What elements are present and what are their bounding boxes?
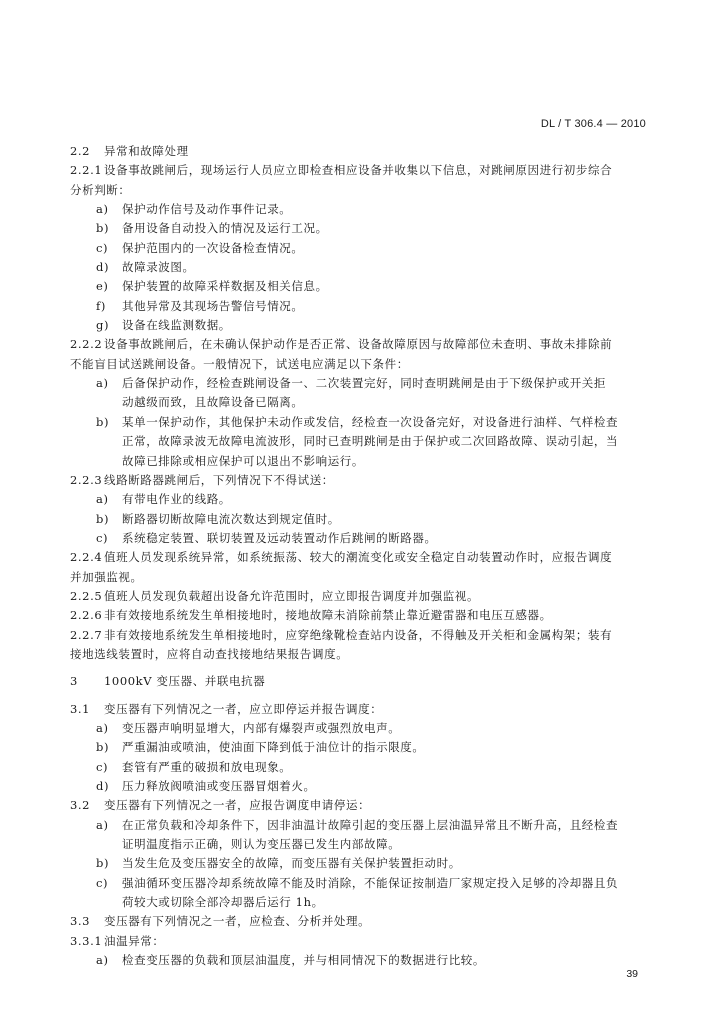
document-body [70,142,658,970]
clause-line [70,626,658,645]
list-item-line [70,374,658,393]
standard-header: DL / T 306.4 — 2010 [540,118,646,130]
line-text: 变压器有下列情况之一者，应检查、分析并处理。 [104,914,371,929]
list-marker: b) [96,414,110,429]
line-text: 设备在线监测数据。 [122,318,231,333]
list-marker: c) [96,875,109,890]
list-item-line [70,490,658,509]
clause-number: 2.2.5 [70,588,103,603]
list-item-line [70,200,658,219]
list-marker: b) [96,740,110,755]
line-text: 设备事故跳闸后，在未确认保护动作是否正常、设备故障原因与故障部位未查明、事故未排除前 [104,337,613,352]
list-item-line [70,219,658,238]
clause-line [70,700,658,719]
continuation-line [70,452,658,471]
list-marker: d) [96,779,110,793]
clause-line [70,142,658,161]
list-item-line [70,738,658,757]
line-text: 线路断路器跳闸后，下列情况下不得试送： [104,472,334,487]
line-text: 严重漏油或喷油，使油面下降到低于油位计的指示限度。 [122,740,425,755]
line-text: 故障录波图。 [122,260,195,275]
list-item-line [70,510,658,529]
line-text: 备用设备自动投入的情况及运行工况。 [122,221,328,236]
line-text: 非有效接地系统发生单相接地时，应穿绝缘靴检查站内设备，不得触及开关柜和金属构架；装有 [104,627,613,642]
line-text: 荷较大或切除全部冷却器后运行 1h。 [122,895,324,910]
line-text: 接地选线装置时，应将自动查找接地结果报告调度。 [70,646,349,661]
list-item-line [70,816,658,835]
clause-number: 2.2.4 [70,550,103,565]
line-text: 当发生危及变压器安全的故障，而变压器有关保护装置拒动时。 [122,856,461,871]
continuation-line [70,393,658,412]
continuation-line [70,645,658,664]
list-marker: a) [96,492,109,507]
line-text: 断路器切断故障电流次数达到规定值时。 [122,511,340,526]
list-marker: c) [96,759,109,774]
clause-line [70,335,658,354]
clause-number: 3 [70,674,78,689]
list-marker: e) [96,279,109,294]
clause-number: 3.1 [70,701,91,716]
line-text: 变压器声响明显增大，内部有爆裂声或强烈放电声。 [122,720,401,735]
list-item-line [70,854,658,873]
line-text: 套管有严重的破损和放电现象。 [122,759,292,774]
list-marker: g) [96,318,110,333]
line-text: 并加强监视。 [70,569,143,584]
line-text: 保护动作信号及动作事件记录。 [122,202,292,217]
section-gap [70,664,658,672]
list-item-line [70,777,658,796]
line-text: 变压器有下列情况之一者，应报告调度申请停运： [104,798,371,813]
clause-number: 3.2 [70,798,91,813]
clause-line [70,587,658,606]
line-text: 强油循环变压器冷却系统故障不能及时消除，不能保证按制造厂家规定投入足够的冷却器且负 [122,875,619,890]
list-item-line [70,316,658,335]
list-item-line [70,413,658,432]
line-text: 压力释放阀喷油或变压器冒烟着火。 [122,779,316,793]
clause-line [70,796,658,815]
line-text: 故障已排除或相应保护可以退出不影响运行。 [122,453,364,468]
list-marker: f) [96,298,106,313]
line-text: 后备保护动作，经检查跳闸设备一、二次装置完好，同时查明跳闸是由于下级保护或开关拒 [122,376,606,391]
clause-number: 2.2.7 [70,627,103,642]
line-text: 不能盲目试送跳闸设备。一般情况下，试送电应满足以下条件： [70,356,409,371]
continuation-line [70,181,658,200]
line-text: 1000kV 变压器、并联电抗器 [104,674,266,689]
continuation-line [70,432,658,451]
line-text: 某单一保护动作，其他保护未动作或发信，经检查一次设备完好，对设备进行油样、气样检查 [122,414,619,429]
clause-line [70,672,658,691]
line-text: 设备事故跳闸后，现场运行人员应立即检查相应设备并收集以下信息，对跳闸原因进行初步综合 [104,163,613,178]
list-marker: a) [96,376,109,391]
list-item-line [70,297,658,316]
list-marker: d) [96,260,110,275]
line-text: 值班人员发现系统异常，如系统振荡、较大的潮流变化或安全稳定自动装置动作时，应报告调度 [104,550,613,565]
list-item-line [70,277,658,296]
list-marker: b) [96,221,110,236]
continuation-line [70,835,658,854]
clause-line [70,161,658,180]
line-text: 证明温度指示正确，则认为变压器已发生内部故障。 [122,837,401,852]
line-text: 检查变压器的负载和顶层油温度，并与相同情况下的数据进行比较。 [122,953,485,968]
list-item-line [70,951,658,970]
line-text: 系统稳定装置、联切装置及远动装置动作后跳闸的断路器。 [122,530,437,545]
list-item-line [70,239,658,258]
line-text: 异常和故障处理 [104,144,189,158]
list-marker: b) [96,856,110,871]
line-text: 动越级而致，且故障设备已隔离。 [122,395,304,410]
list-item-line [70,874,658,893]
clause-line [70,606,658,625]
clause-line [70,912,658,931]
clause-line [70,471,658,490]
clause-number: 3.3 [70,914,91,929]
clause-number: 2.2.1 [70,163,103,178]
page-number: 39 [626,968,638,980]
clause-number: 2.2.3 [70,472,103,487]
list-marker: a) [96,953,109,968]
line-text: 非有效接地系统发生单相接地时，接地故障未消除前禁止靠近避雷器和电压互感器。 [104,608,552,623]
line-text: 正常，故障录波无故障电流波形，同时已查明跳闸是由于保护或二次回路故障、误动引起，当 [122,434,619,449]
list-item-line [70,758,658,777]
list-marker: a) [96,817,109,832]
line-text: 值班人员发现负载超出设备允许范围时，应立即报告调度并加强监视。 [104,588,480,603]
list-item-line [70,258,658,277]
continuation-line [70,355,658,374]
clause-number: 2.2.6 [70,608,103,623]
continuation-line [70,568,658,587]
clause-line [70,548,658,567]
line-text: 保护范围内的一次设备检查情况。 [122,240,304,255]
section-gap [70,692,658,700]
clause-number: 2.2 [70,144,91,158]
list-marker: a) [96,720,109,735]
list-marker: c) [96,530,109,545]
clause-number: 2.2.2 [70,337,103,352]
line-text: 其他异常及其现场告警信号情况。 [122,298,304,313]
list-marker: a) [96,202,109,217]
line-text: 在正常负载和冷却条件下，因非油温计故障引起的变压器上层油温异常且不断升高，且经检查 [122,817,619,832]
list-marker: b) [96,511,110,526]
list-item-line [70,529,658,548]
list-item-line [70,719,658,738]
clause-number: 3.3.1 [70,933,103,948]
continuation-line [70,893,658,912]
line-text: 分析判断： [70,182,131,197]
line-text: 保护装置的故障采样数据及相关信息。 [122,279,328,294]
line-text: 有带电作业的线路。 [122,492,231,507]
clause-line [70,932,658,951]
line-text: 变压器有下列情况之一者，应立即停运并报告调度： [104,701,383,716]
line-text: 油温异常： [104,933,165,948]
list-marker: c) [96,240,109,255]
